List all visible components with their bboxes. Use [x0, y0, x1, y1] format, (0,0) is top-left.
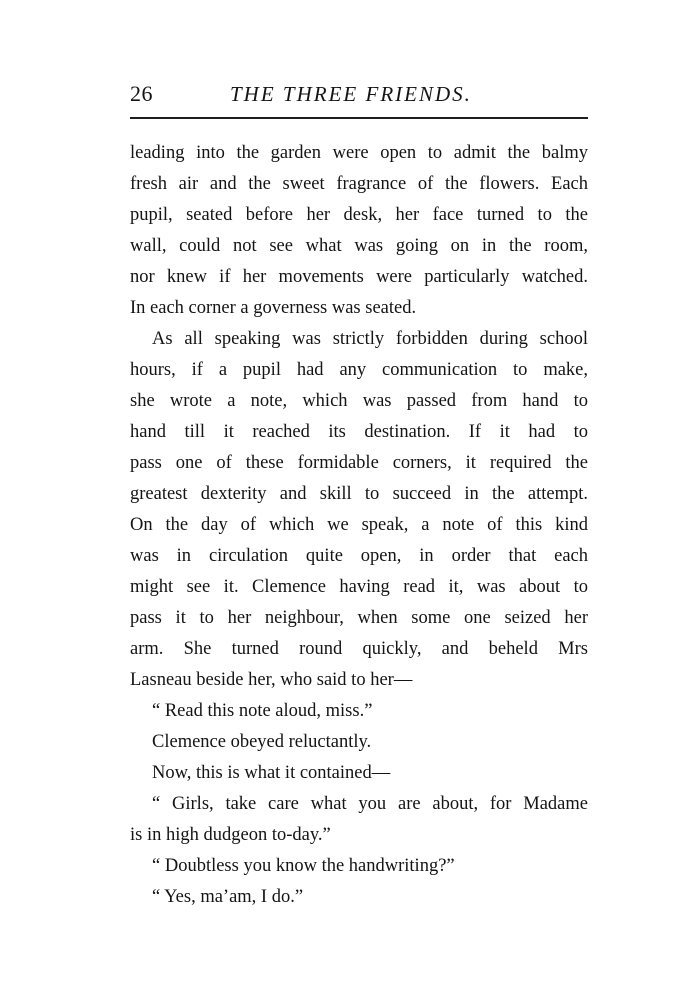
text-line: leading into the garden were open to admit the balmy: [130, 143, 588, 163]
text-line: On the day of which we speak, a note of this kind: [130, 515, 588, 535]
text-line: nor knew if her movements were particularly watched.: [130, 267, 588, 287]
running-head: [130, 78, 590, 110]
text-line: As all speaking was strictly forbidden during school: [152, 329, 588, 349]
text-line: wall, could not see what was going on in the room,: [130, 236, 588, 256]
running-title: THE THREE FRIENDS.: [230, 82, 472, 106]
page-number: 26: [130, 81, 153, 106]
text-line: fresh air and the sweet fragrance of the flowers. Each: [130, 174, 588, 194]
text-line: hand till it reached its destination. If it had to: [130, 422, 588, 442]
text-line: she wrote a note, which was passed from hand to: [130, 391, 588, 411]
text-line: greatest dexterity and skill to succeed in the attempt.: [130, 484, 588, 504]
text-line: In each corner a governess was seated.: [130, 298, 417, 318]
text-line: arm. She turned round quickly, and beheld Mrs: [130, 639, 588, 659]
text-line: pass it to her neighbour, when some one seized her: [130, 608, 588, 628]
text-line: is in high dudgeon to-day.”: [130, 825, 331, 845]
body-text: [130, 138, 588, 913]
text-line: “ Girls, take care what you are about, for Madame: [152, 794, 588, 814]
text-line: was in circulation quite open, in order that each: [130, 546, 588, 566]
text-line: “ Yes, ma’am, I do.”: [152, 887, 304, 907]
text-line: pupil, seated before her desk, her face turned to the: [130, 205, 588, 225]
text-line: “ Doubtless you know the handwriting?”: [152, 856, 455, 876]
text-line: Now, this is what it contained—: [152, 763, 391, 783]
text-line: hours, if a pupil had any communication to make,: [130, 360, 588, 380]
text-line: might see it. Clemence having read it, was about to: [130, 577, 588, 597]
text-line: Clemence obeyed reluctantly.: [152, 732, 372, 752]
text-line: “ Read this note aloud, miss.”: [152, 701, 373, 721]
text-line: pass one of these formidable corners, it required the: [130, 453, 588, 473]
text-line: Lasneau beside her, who said to her—: [130, 670, 413, 690]
header-rule: [130, 117, 588, 119]
